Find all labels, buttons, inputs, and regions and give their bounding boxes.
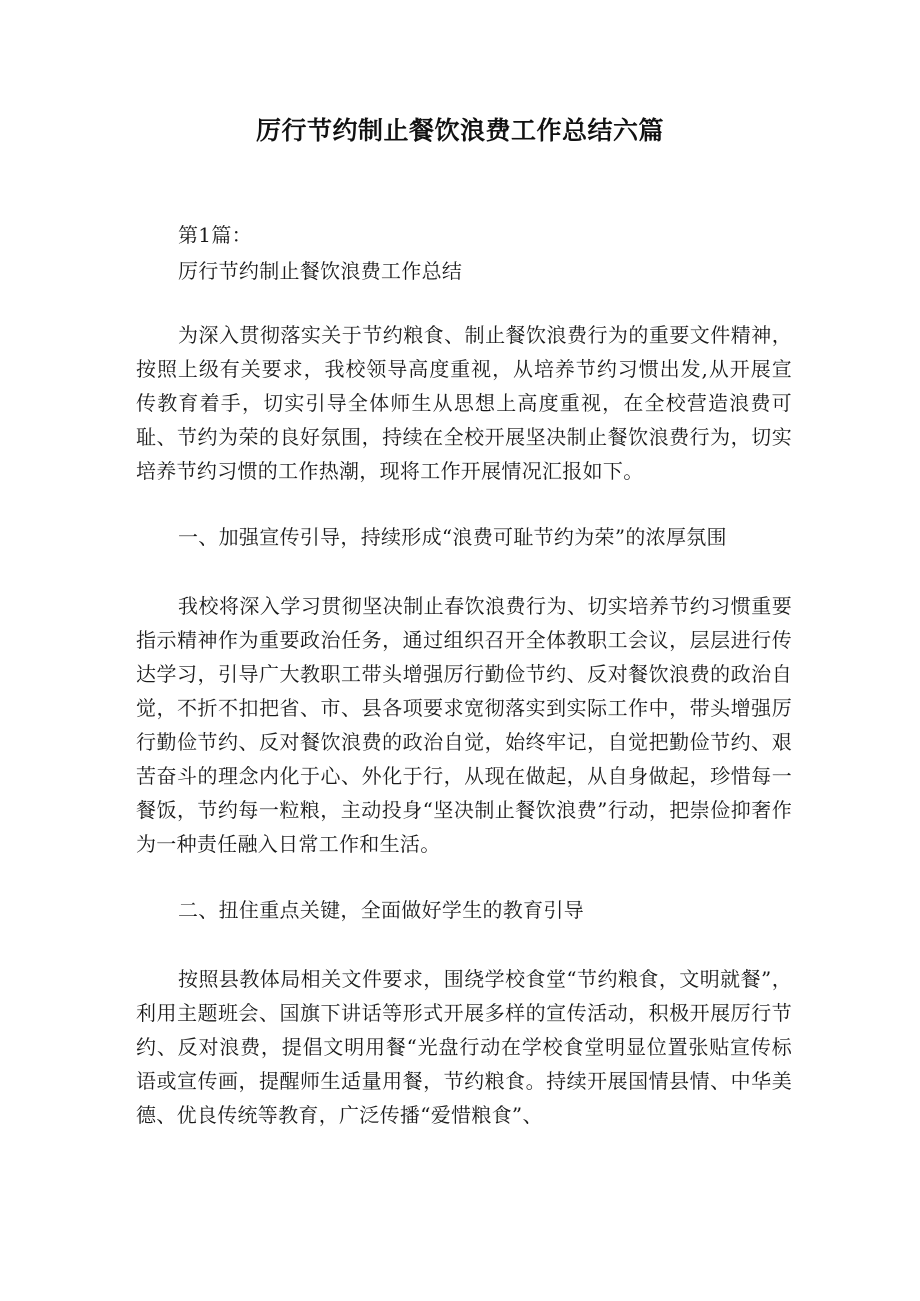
section-1-paragraph: 我校将深入学习贯彻坚决制止春饮浪费行为、切实培养节约习惯重要指示精神作为重要政治任务，通过组织召开全体教职工会议，层层进行传达学习，引导广大教职工带头增强厉行勤俭节约、反对餐饮浪费的政治自觉，不折不扣把省、市、县各项要求宽彻落实到实际工作中，带头增强厉行勤俭节约、反对餐饮浪费的政治自觉，始终牢记，自觉把勤俭节约、艰苦奋斗的理念内化于心、外化于行，从现在做起，从自身做起，珍惜每一餐饭，节约每一粒粮，主动投身“坚决制止餐饮浪费”行动，把崇俭抑奢作为一种责任融入日常工作和生活。 bbox=[136, 594, 792, 856]
chapter-label: 第1篇： bbox=[178, 223, 252, 247]
section-2-paragraph: 按照县教体局相关文件要求，围绕学校食堂“节约粮食，文明就餐”，利用主题班会、国旗下讲话等形式开展多样的宣传活动，积极开展厉行节约、反对浪费，提倡文明用餐“光盘行动在学校食堂明显位置张贴宣传标语或宣传画，提醒师生适量用餐，节约粮食。持续开展国情县情、中华美德、优良传统等教育，广泛传播“爱惜粮食”、 bbox=[136, 967, 792, 1127]
section-2-heading: 二、扭住重点关键，全面做好学生的教育引导 bbox=[178, 898, 584, 922]
intro-paragraph: 为深入贯彻落实关于节约粮食、制止餐饮浪费行为的重要文件精神，按照上级有关要求，我校领导高度重视，从培养节约习惯出发,从开展宣传教育着手，切实引导全体师生从思想上高度重视，在全校营造浪费可耻、节约为荣的良好氛围，持续在全校开展坚决制止餐饮浪费行为，切实培养节约习惯的工作热潮，现将工作开展情况汇报如下。 bbox=[136, 323, 792, 483]
chapter-subtitle: 厉行节约制止餐饮浪费工作总结 bbox=[178, 259, 463, 283]
document-title: 厉行节约制止餐饮浪费工作总结六篇 bbox=[255, 116, 664, 145]
section-1-heading: 一、加强宣传引导，持续形成“浪费可耻节约为荣”的浓厚氛围 bbox=[178, 525, 727, 549]
